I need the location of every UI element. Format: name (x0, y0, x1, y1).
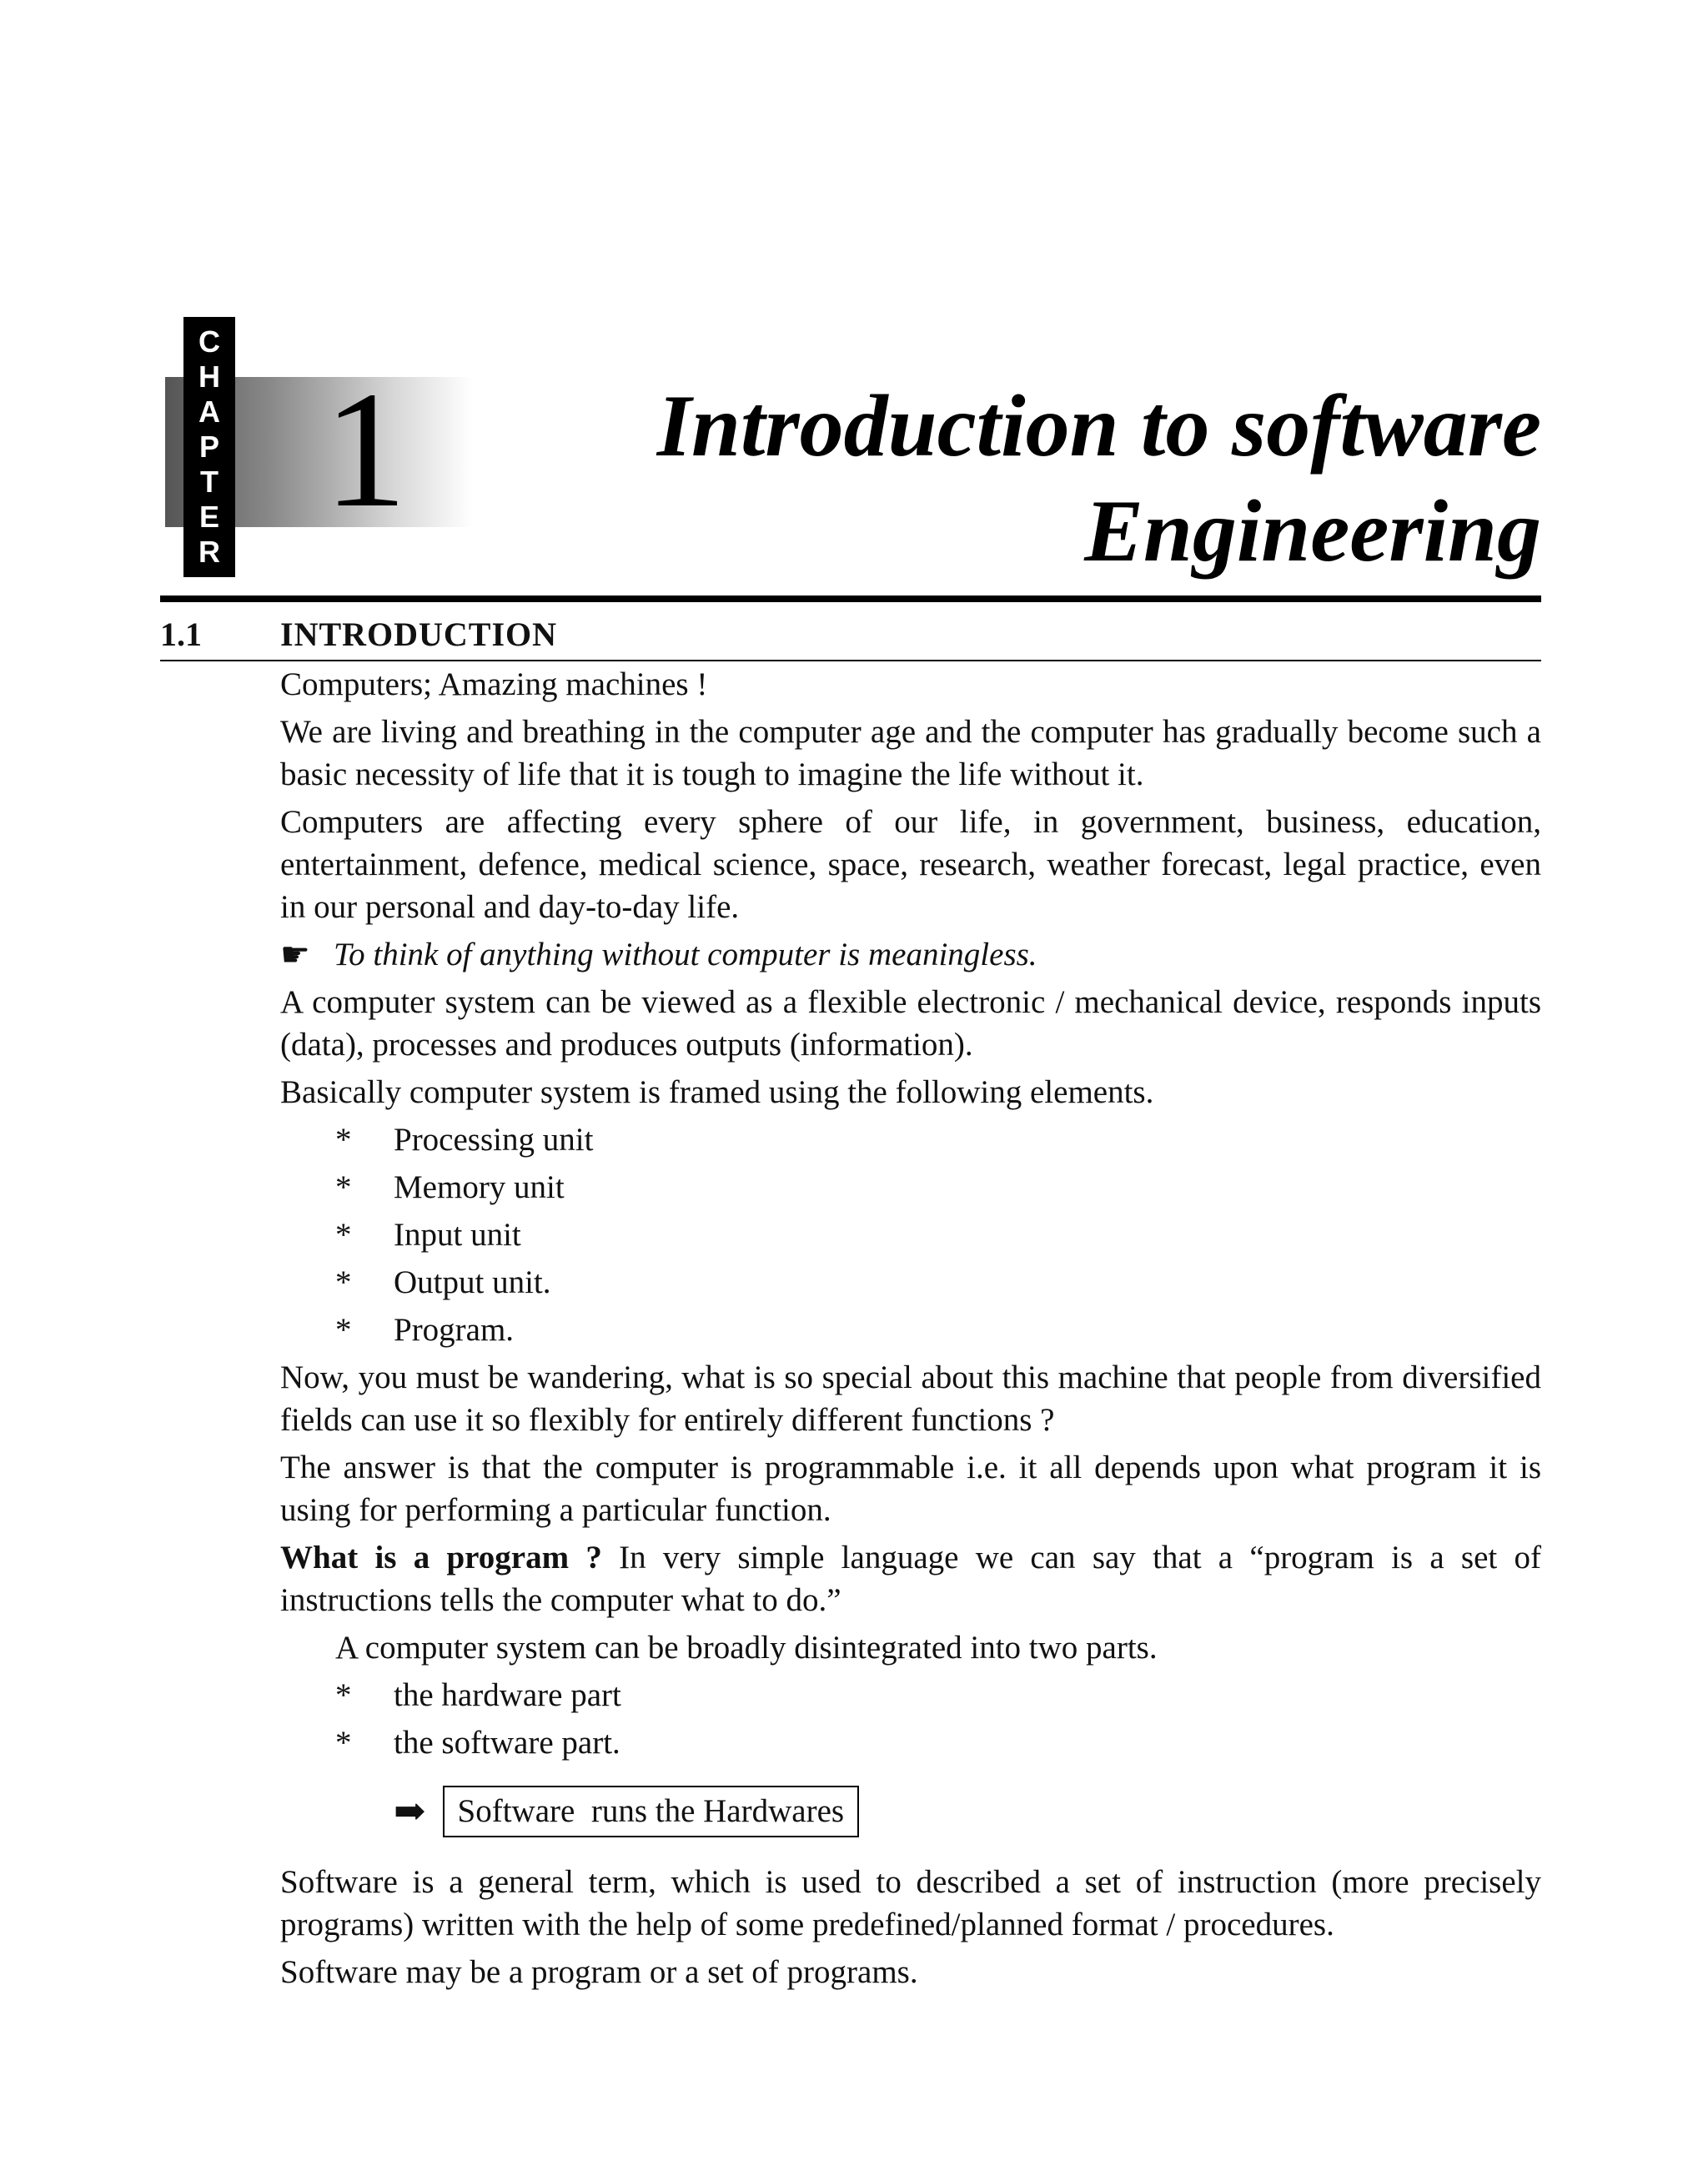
chapter-title-line: Engineering (1084, 482, 1541, 580)
paragraph: We are living and breathing in the computer age and the computer has gradually become such a basic necessity of life that it is tough to imagine the life without it. (280, 714, 1541, 792)
paragraph: Computers; Amazing machines ! (280, 666, 708, 702)
list-item-text: Program. (394, 1312, 515, 1348)
note-text: To think of anything without computer is meaningless. (334, 937, 1037, 972)
chapter-number: 1 (324, 358, 407, 542)
bullet-star: * (335, 1312, 352, 1348)
list-item (280, 1214, 1541, 1256)
chapter-tab-letter: C (198, 324, 220, 359)
program-question: What is a program ? (280, 1540, 602, 1575)
bullet-star: * (335, 1725, 352, 1761)
list-item-text: Processing unit (394, 1122, 594, 1158)
chapter-tab-letter: R (198, 535, 220, 569)
chapter-title-line: Introduction to software (656, 377, 1541, 475)
paragraph: Software may be a program or a set of programs. (280, 1954, 918, 1990)
chapter-divider (160, 596, 1541, 602)
list-item (280, 1118, 1541, 1161)
note (280, 933, 1541, 976)
paragraph: The answer is that the computer is programmable i.e. it all depends upon what program it is using for performing a particular function. (280, 1450, 1541, 1528)
list-item-text: Input unit (394, 1217, 521, 1253)
list-item-text: Memory unit (394, 1169, 565, 1205)
list-item (280, 1309, 1541, 1351)
chapter-tab-letter: T (200, 465, 219, 499)
callout (394, 1786, 1541, 1837)
bullet-star: * (335, 1217, 352, 1253)
bullet-star: * (335, 1677, 352, 1713)
chapter-tab-letter: A (198, 394, 220, 429)
bullet-star: * (335, 1264, 352, 1300)
paragraph: Computers are affecting every sphere of our life, in government, business, education, entertainment, defence, medical science, space, research, weather forecast, legal practice, even in our personal and day-to-day life. (280, 804, 1541, 925)
bullet-star: * (335, 1122, 352, 1158)
paragraph (280, 1536, 1541, 1621)
parts-list (280, 1674, 1541, 1764)
chapter-tab-letter: H (198, 359, 220, 394)
chapter-tab (183, 317, 235, 577)
list-item (280, 1261, 1541, 1304)
section-number: 1.1 (160, 616, 202, 653)
list-item-text: Output unit. (394, 1264, 551, 1300)
chapter-tab-letter: E (198, 500, 219, 534)
paragraph: Basically computer system is framed using the following elements. (280, 1074, 1154, 1110)
bullet-star: * (335, 1169, 352, 1205)
paragraph: A computer system can be broadly disintegrated into two parts. (335, 1630, 1158, 1666)
section-divider (160, 660, 1541, 661)
section-heading (160, 614, 1541, 656)
chapter-title (457, 374, 1541, 584)
pointing-hand-icon: ☛ (280, 936, 310, 973)
list-item (280, 1674, 1541, 1716)
elements-list (280, 1118, 1541, 1351)
list-item-text: the software part. (394, 1725, 620, 1761)
paragraph: A computer system can be viewed as a flexible electronic / mechanical device, responds inputs (data), processes and produces outputs (information). (280, 984, 1541, 1063)
callout-box: Software runs the Hardwares (443, 1786, 860, 1837)
section-title: INTRODUCTION (280, 616, 558, 653)
paragraph: Now, you must be wandering, what is so special about this machine that people from diversified fields can use it so flexibly for entirely different functions ? (280, 1359, 1541, 1438)
list-item-text: the hardware part (394, 1677, 621, 1713)
arrow-right-icon: ➡ (394, 1790, 426, 1832)
body-content (280, 663, 1541, 1998)
program-definition: In very simple language we can say that a “program is a set of instructions tells the computer what to do.” (280, 1540, 1541, 1618)
list-item (280, 1721, 1541, 1764)
paragraph: Software is a general term, which is used to described a set of instruction (more precisely programs) written with the help of some predefined/planned format / procedures. (280, 1864, 1541, 1942)
chapter-tab-letter: P (198, 430, 219, 464)
list-item (280, 1166, 1541, 1209)
